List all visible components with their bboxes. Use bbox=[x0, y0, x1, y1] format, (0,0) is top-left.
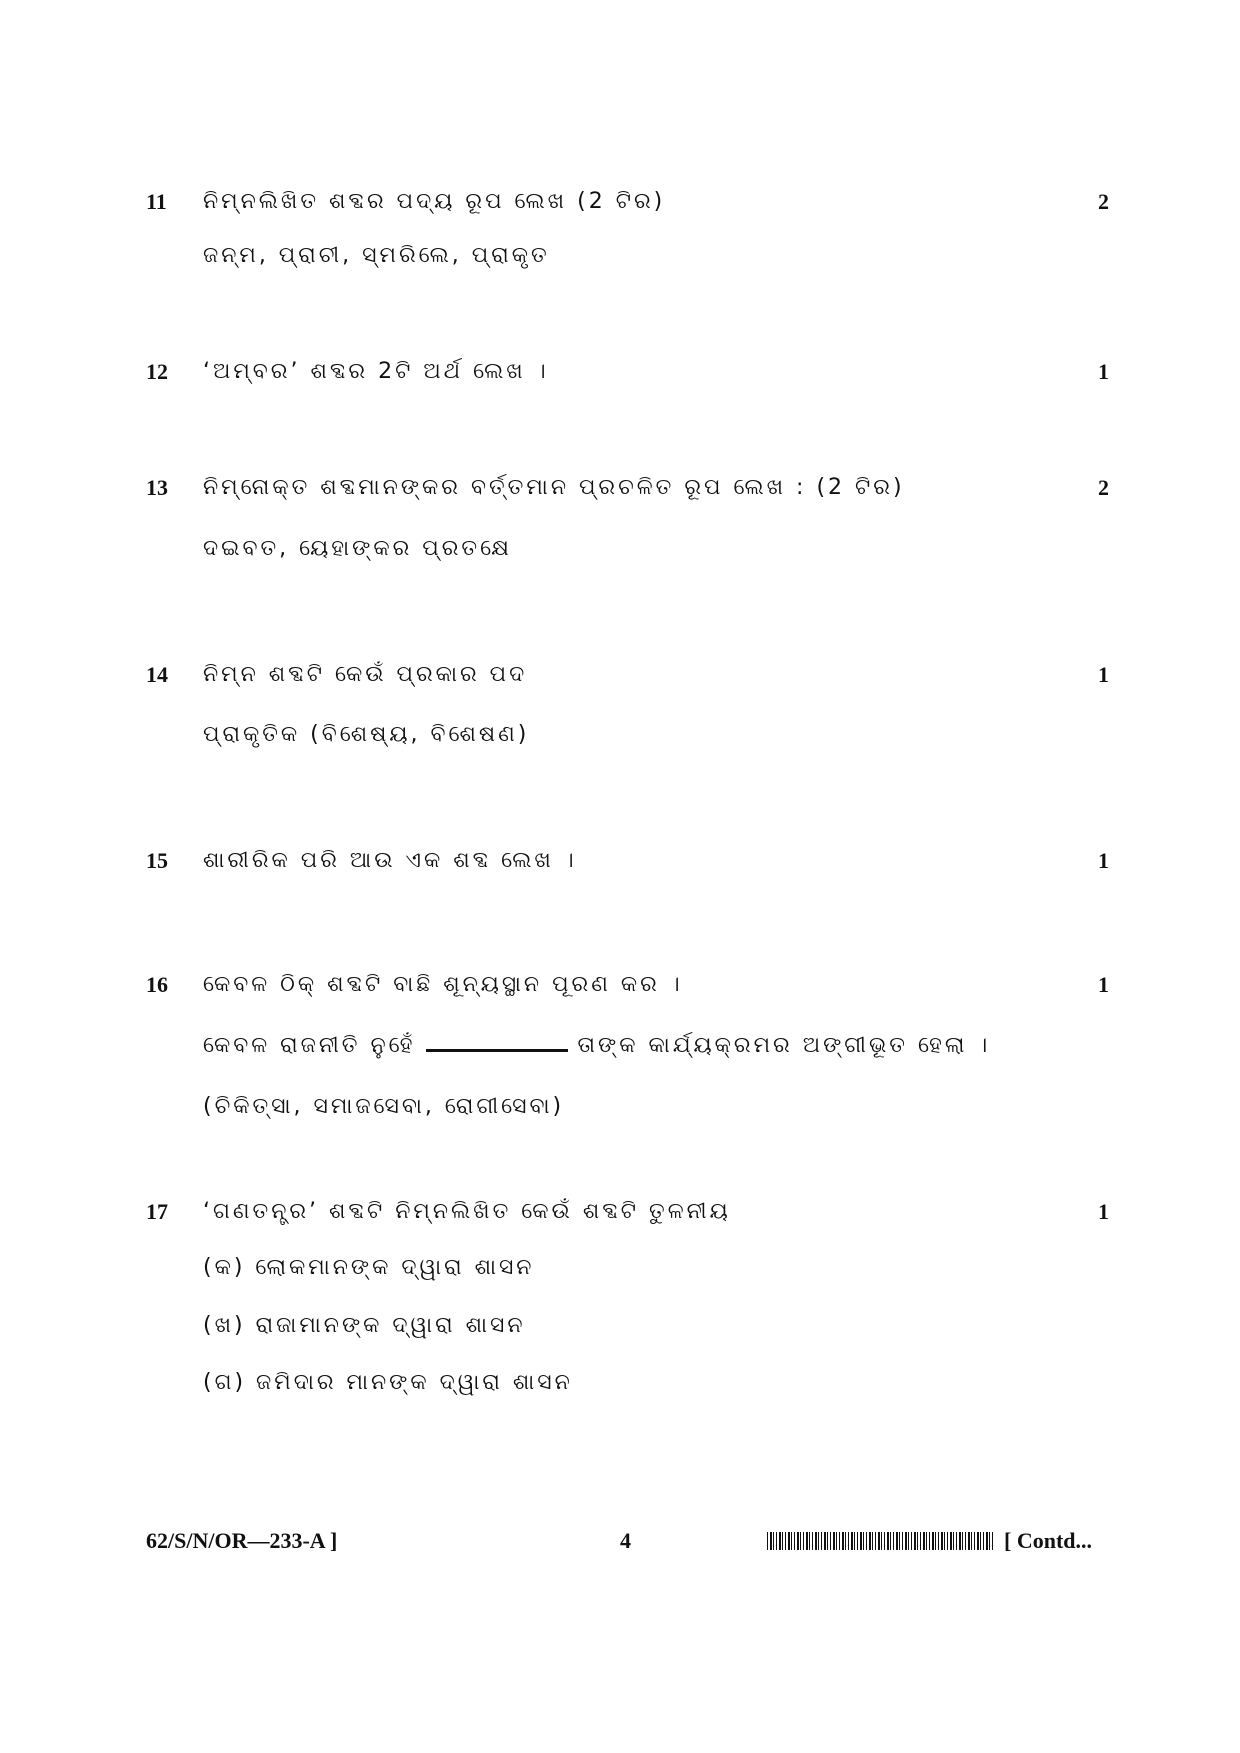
question-marks: 2 bbox=[1098, 475, 1109, 500]
sentence-after-blank: ତାଙ୍କ କାର୍ଯ୍ୟକ୍ରମର ଅଙ୍ଗୀଭୂତ ହେଲା । bbox=[577, 1033, 991, 1058]
question-marks: 2 bbox=[1098, 189, 1109, 214]
question-number: 12 bbox=[146, 359, 168, 384]
question-number: 15 bbox=[146, 848, 168, 873]
contd-label: [ Contd... bbox=[1004, 1528, 1093, 1553]
question-marks: 1 bbox=[1098, 1199, 1109, 1224]
option-kha: (ଖ) ରାଜାମାନଙ୍କ ଦ୍ୱାରା ଶାସନ bbox=[203, 1313, 526, 1338]
question-number: 17 bbox=[146, 1199, 168, 1224]
question-options: (ଚିକିତ୍ସା, ସମାଜସେବା, ରୋଗୀସେବା) bbox=[203, 1094, 565, 1119]
page-footer bbox=[0, 1524, 1240, 1558]
sentence-before-blank: କେବଳ ରାଜନୀତି ନୁହେଁ bbox=[203, 1033, 416, 1058]
fill-blank-sentence bbox=[203, 1031, 990, 1061]
question-marks: 1 bbox=[1098, 662, 1109, 687]
option-ka: (କ) ଲୋକମାନଙ୍କ ଦ୍ୱାରା ଶାସନ bbox=[203, 1255, 535, 1280]
question-text: ନିମ୍ନୋକ୍ତ ଶବ୍ଦମାନଙ୍କର ବର୍ତ୍ତମାନ ପ୍ରଚଳିତ ରୂପ ଲେଖ : (2 ଟିର) bbox=[203, 475, 905, 500]
question-text: ‘ଅମ୍ବର’ ଶବ୍ଦର 2ଟି ଅର୍ଥ ଲେଖ । bbox=[203, 359, 549, 384]
paper-code: 62/S/N/OR—233-A ] bbox=[146, 1528, 338, 1553]
question-text: ନିମ୍ନଲିଖିତ ଶବ୍ଦର ପଦ୍ୟ ରୂପ ଲେଖ (2 ଟିର) bbox=[203, 189, 666, 214]
barcode bbox=[767, 1532, 993, 1550]
question-words: ଦଇବତ, ୟେହାଙ୍କର ପ୍ରତକ୍ଷେ bbox=[203, 536, 512, 561]
option-ga: (ଗ) ଜମିଦାର ମାନଙ୍କ ଦ୍ୱାରା ଶାସନ bbox=[203, 1370, 573, 1395]
question-text: କେବଳ ଠିକ୍ ଶବ୍ଦଟି ବାଛି ଶୂନ୍ୟସ୍ଥାନ ପୂରଣ କର । bbox=[203, 972, 683, 997]
question-text: ନିମ୍ନ ଶବ୍ଦଟି କେଉଁ ପ୍ରକାର ପଦ bbox=[203, 662, 528, 687]
question-text: ‘ଗଣତନ୍ତ୍ର’ ଶବ୍ଦଟି ନିମ୍ନଲିଖିତ କେଉଁ ଶବ୍ଦଟି ତୁଳନୀୟ bbox=[203, 1199, 731, 1224]
question-number: 11 bbox=[146, 189, 167, 214]
question-marks: 1 bbox=[1098, 972, 1109, 997]
question-number: 13 bbox=[146, 475, 168, 500]
question-number: 14 bbox=[146, 662, 168, 687]
question-marks: 1 bbox=[1098, 359, 1109, 384]
question-number: 16 bbox=[146, 972, 168, 997]
question-text: ଶାରୀରିକ ପରି ଆଉ ଏକ ଶବ୍ଦ ଲେଖ । bbox=[203, 848, 577, 873]
question-marks: 1 bbox=[1098, 848, 1109, 873]
answer-blank bbox=[426, 1043, 568, 1052]
question-words: ଜନ୍ମ, ପ୍ରାଚୀ, ସ୍ମରିଲେ, ପ୍ରାକୃତ bbox=[203, 243, 550, 268]
question-words: ପ୍ରାକୃତିକ (ବିଶେଷ୍ୟ, ବିଶେଷଣ) bbox=[203, 722, 530, 747]
page-number: 4 bbox=[620, 1528, 631, 1553]
